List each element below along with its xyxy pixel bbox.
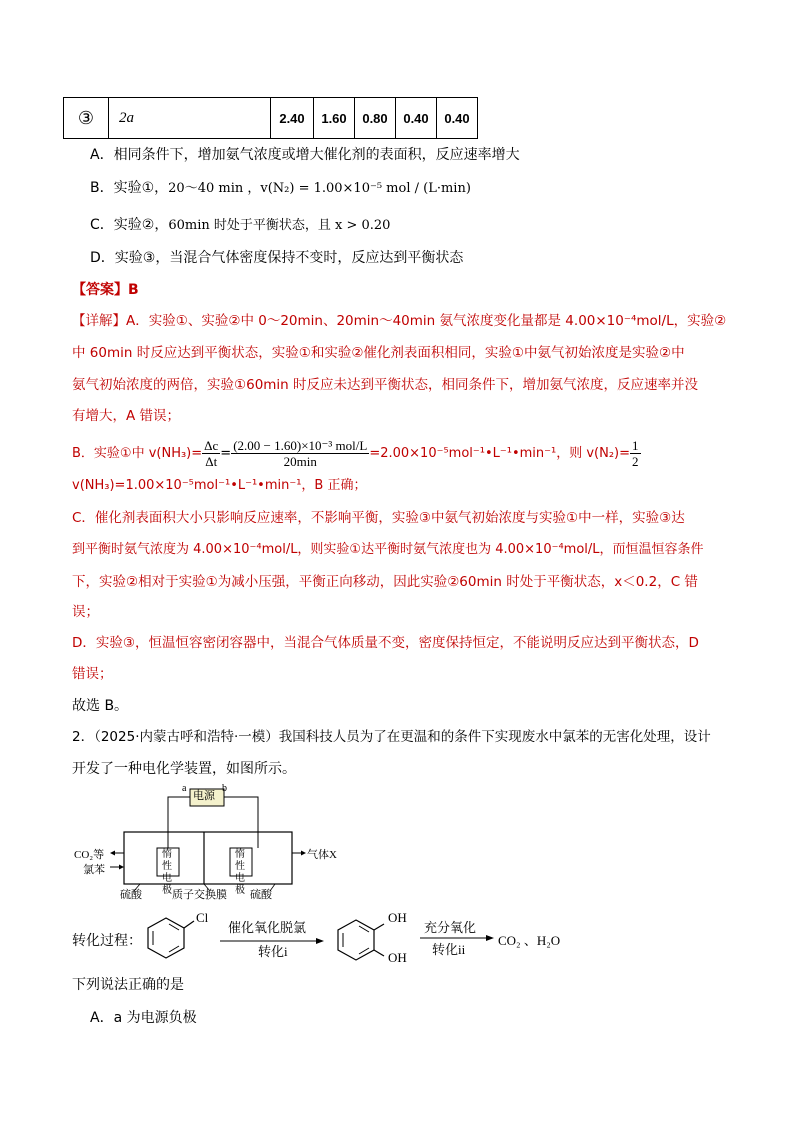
table-cell: 0.80 [355, 98, 396, 139]
fraction-num: (2.00 − 1.60)×10⁻³ mol/L [233, 438, 368, 453]
option-b-formula: 20～40 min ，v(N₂) = 1.00×10⁻⁵ mol / (L·min) [168, 181, 471, 196]
step1-condition: 催化氧化脱氯 [228, 920, 307, 935]
choose-text: 故选 B。 [72, 698, 129, 714]
choose-b [72, 696, 732, 716]
table-cell: 0.40 [437, 98, 478, 139]
terminal-b-label: b [222, 783, 227, 794]
fraction-half [630, 438, 641, 469]
q2-option-a: A．a 为电源负极 [90, 1010, 197, 1026]
final-products: CO₂ 、H₂O [498, 933, 561, 948]
explain-d-line1: D．实验③，恒温恒容密闭容器中，当混合气体质量不变，密度保持恒定，不能说明反应达到平衡状态，D [72, 635, 699, 651]
option-c [90, 215, 750, 236]
catechol-structure [338, 920, 384, 960]
explain-c-line1: C．催化剂表面积大小只影响反应速率，不影响平衡，实验③中氨气初始浓度与实验①中一样，实验③达 [72, 510, 685, 526]
option-a: A．相同条件下，增加氨气浓度或增大催化剂的表面积，反应速率增大 [90, 147, 520, 163]
explain-b-prefix: B．实验①中 v(NH₃)= [72, 446, 203, 461]
table-row [64, 98, 478, 139]
left-electrode-label: 惰性电极 [162, 849, 172, 896]
explain-b-line1 [72, 434, 732, 474]
explain-a-line4: 有增大，A 错误； [72, 408, 181, 424]
q2-line2: 开发了一种电化学装置，如图所示。 [72, 761, 296, 777]
explain-c-line2: 到平衡时氨气浓度为 4.00×10⁻⁴mol/L，则实验①达平衡时氨气浓度也为 4.00×10⁻⁴mol/L，而恒温恒容条件 [72, 542, 704, 557]
explain-c-line3: 下，实验②相对于实验①为减小压强，平衡正向移动，因此实验②60min 时处于平衡状态，x＜0.2，C 错 [72, 574, 698, 590]
chlorine-label: Cl [196, 910, 209, 925]
fraction-num: Δc [204, 438, 219, 453]
fraction-delta [202, 438, 220, 469]
option-b-prefix: B．实验①， [90, 180, 169, 196]
right-electrode-label: 惰性电极 [235, 849, 245, 896]
power-source-label: 电源 [193, 790, 215, 802]
option-c-formula: 60min 时处于平衡状态，且 x > 0.20 [168, 218, 391, 233]
table-cell: 0.40 [396, 98, 437, 139]
option-d: D．实验③，当混合气体密度保持不变时，反应达到平衡状态 [90, 250, 464, 266]
left-acid-label: 硫酸 [120, 889, 142, 901]
gas-x-output-label: 气体X [307, 849, 337, 861]
fraction-den: Δt [205, 454, 218, 469]
chlorobenzene-input-label: 氯苯 [83, 864, 105, 876]
table-cell: 1.60 [314, 98, 355, 139]
step2-condition: 充分氧化 [424, 920, 477, 935]
option-b [90, 178, 750, 199]
q2-question: 下列说法正确的是 [72, 977, 184, 993]
experiment-table [63, 97, 478, 139]
step1-label: 转化i [258, 944, 288, 959]
row-condition: 2a [109, 98, 271, 139]
cell-tank [124, 832, 292, 884]
row-number: ③ [64, 98, 109, 139]
answer-label: 【答案】B [72, 282, 139, 298]
fraction-den: 20min [283, 454, 317, 469]
table-cell: 2.40 [271, 98, 314, 139]
right-acid-label: 硫酸 [250, 889, 272, 901]
option-c-prefix: C．实验②， [90, 217, 169, 233]
process-label: 转化过程： [72, 933, 142, 949]
explain-d-line2: 错误； [72, 666, 113, 682]
explain-c-line4: 误； [72, 604, 99, 620]
hydroxyl-label-bottom: OH [388, 950, 407, 965]
explain-a-line1: 【详解】A．实验①、实验②中 0～20min、20min～40min 氨气浓度变化量都是 4.00×10⁻⁴mol/L，实验② [72, 313, 727, 329]
fraction-den: 2 [632, 454, 639, 469]
membrane-label: 质子交换膜 [172, 889, 227, 901]
fraction-num: 1 [632, 438, 639, 453]
explain-b-line2: v(NH₃)=1.00×10⁻⁵mol⁻¹•L⁻¹•min⁻¹，B 正确； [72, 478, 367, 493]
step2-label: 转化ii [432, 942, 466, 957]
hydroxyl-label-top: OH [388, 910, 407, 925]
co2-output-label: CO₂等 [74, 849, 105, 861]
terminal-a-label: a [182, 783, 187, 794]
fraction-concentration [231, 438, 369, 469]
chlorobenzene-structure [148, 918, 194, 958]
explain-b-result: =2.00×10⁻⁵mol⁻¹•L⁻¹•min⁻¹，则 v(N₂)= [369, 446, 630, 461]
q2-line1: 2．（2025·内蒙古呼和浩特·一模）我国科技人员为了在更温和的条件下实现废水中氯苯的无害化处理，设计 [72, 729, 711, 745]
explain-a-line2: 中 60min 时反应达到平衡状态，实验①和实验②催化剂表面积相同，实验①中氨气初始浓度是实验②中 [72, 345, 685, 361]
explain-a-line3: 氨气初始浓度的两倍，实验①60min 时反应未达到平衡状态，相同条件下，增加氨气浓度，反应速率并没 [72, 377, 699, 393]
equals-sign: = [220, 446, 232, 461]
